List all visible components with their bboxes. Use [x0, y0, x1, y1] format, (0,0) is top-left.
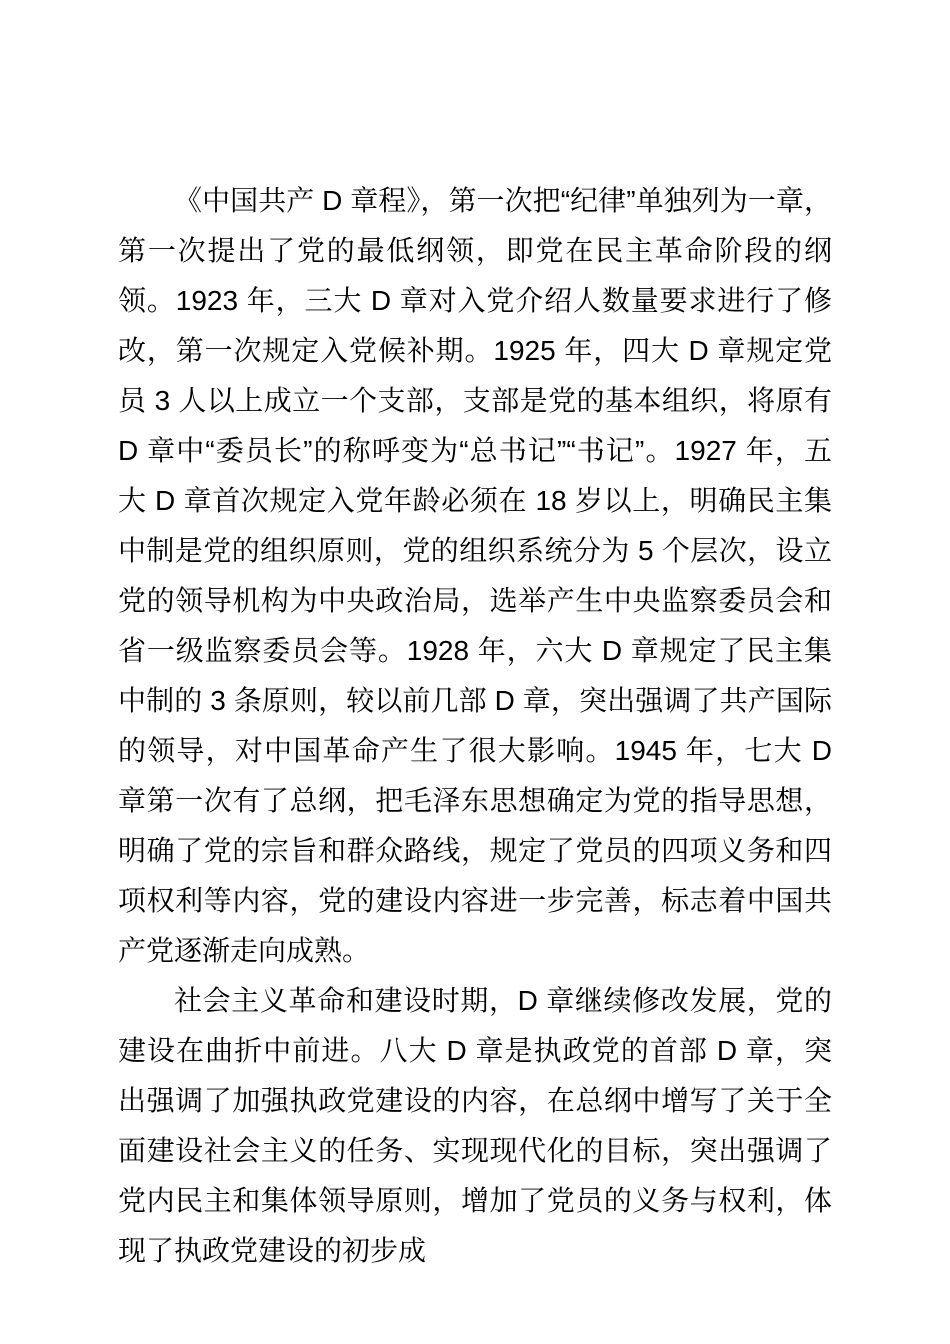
paragraph-party-constitution-history: 《中国共产 D 章程》，第一次把“纪律”单独列为一章，第一次提出了党的最低纲领，即党在民主革命阶段的纲领。1923 年，三大 D 章对入党介绍人数量要求进行了修改，第一次规定入党候补期。1925 年，四大 D 章规定党员 3 人以上成立一个支部，支部是党的基本组织，将原有 D 章中“委员长”的称呼变为“总书记”“书记”。1927 年，五大 D 章首次规定入党年龄必须在 18 岁以上，明确民主集中制是党的组织原则，党的组织系统分为 5 个层次，设立党的领导机构为中央政治局，选举产生中央监察委员会和省一级监察委员会等。1928 年，六大 D 章规定了民主集中制的 3 条原则，较以前几部 D 章，突出强调了共产国际的领导，对中国革命产生了很大影响。1945 年，七大 D 章第一次有了总纲，把毛泽东思想确定为党的指导思想，明确了党的宗旨和群众路线，规定了党员的四项义务和四项权利等内容，党的建设内容进一步完善，标志着中国共产党逐渐走向成熟。: [118, 185, 832, 966]
paragraph-socialist-period: 社会主义革命和建设时期，D 章继续修改发展，党的建设在曲折中前进。八大 D 章是执政党的首部 D 章，突出强调了加强执政党建设的内容，在总纲中增写了关于全面建设社会主义的任务、实现现代化的目标，突出强调了党内民主和集体领导原则，增加了党员的义务与权利，体现了执政党建设的初步成: [118, 985, 832, 1266]
